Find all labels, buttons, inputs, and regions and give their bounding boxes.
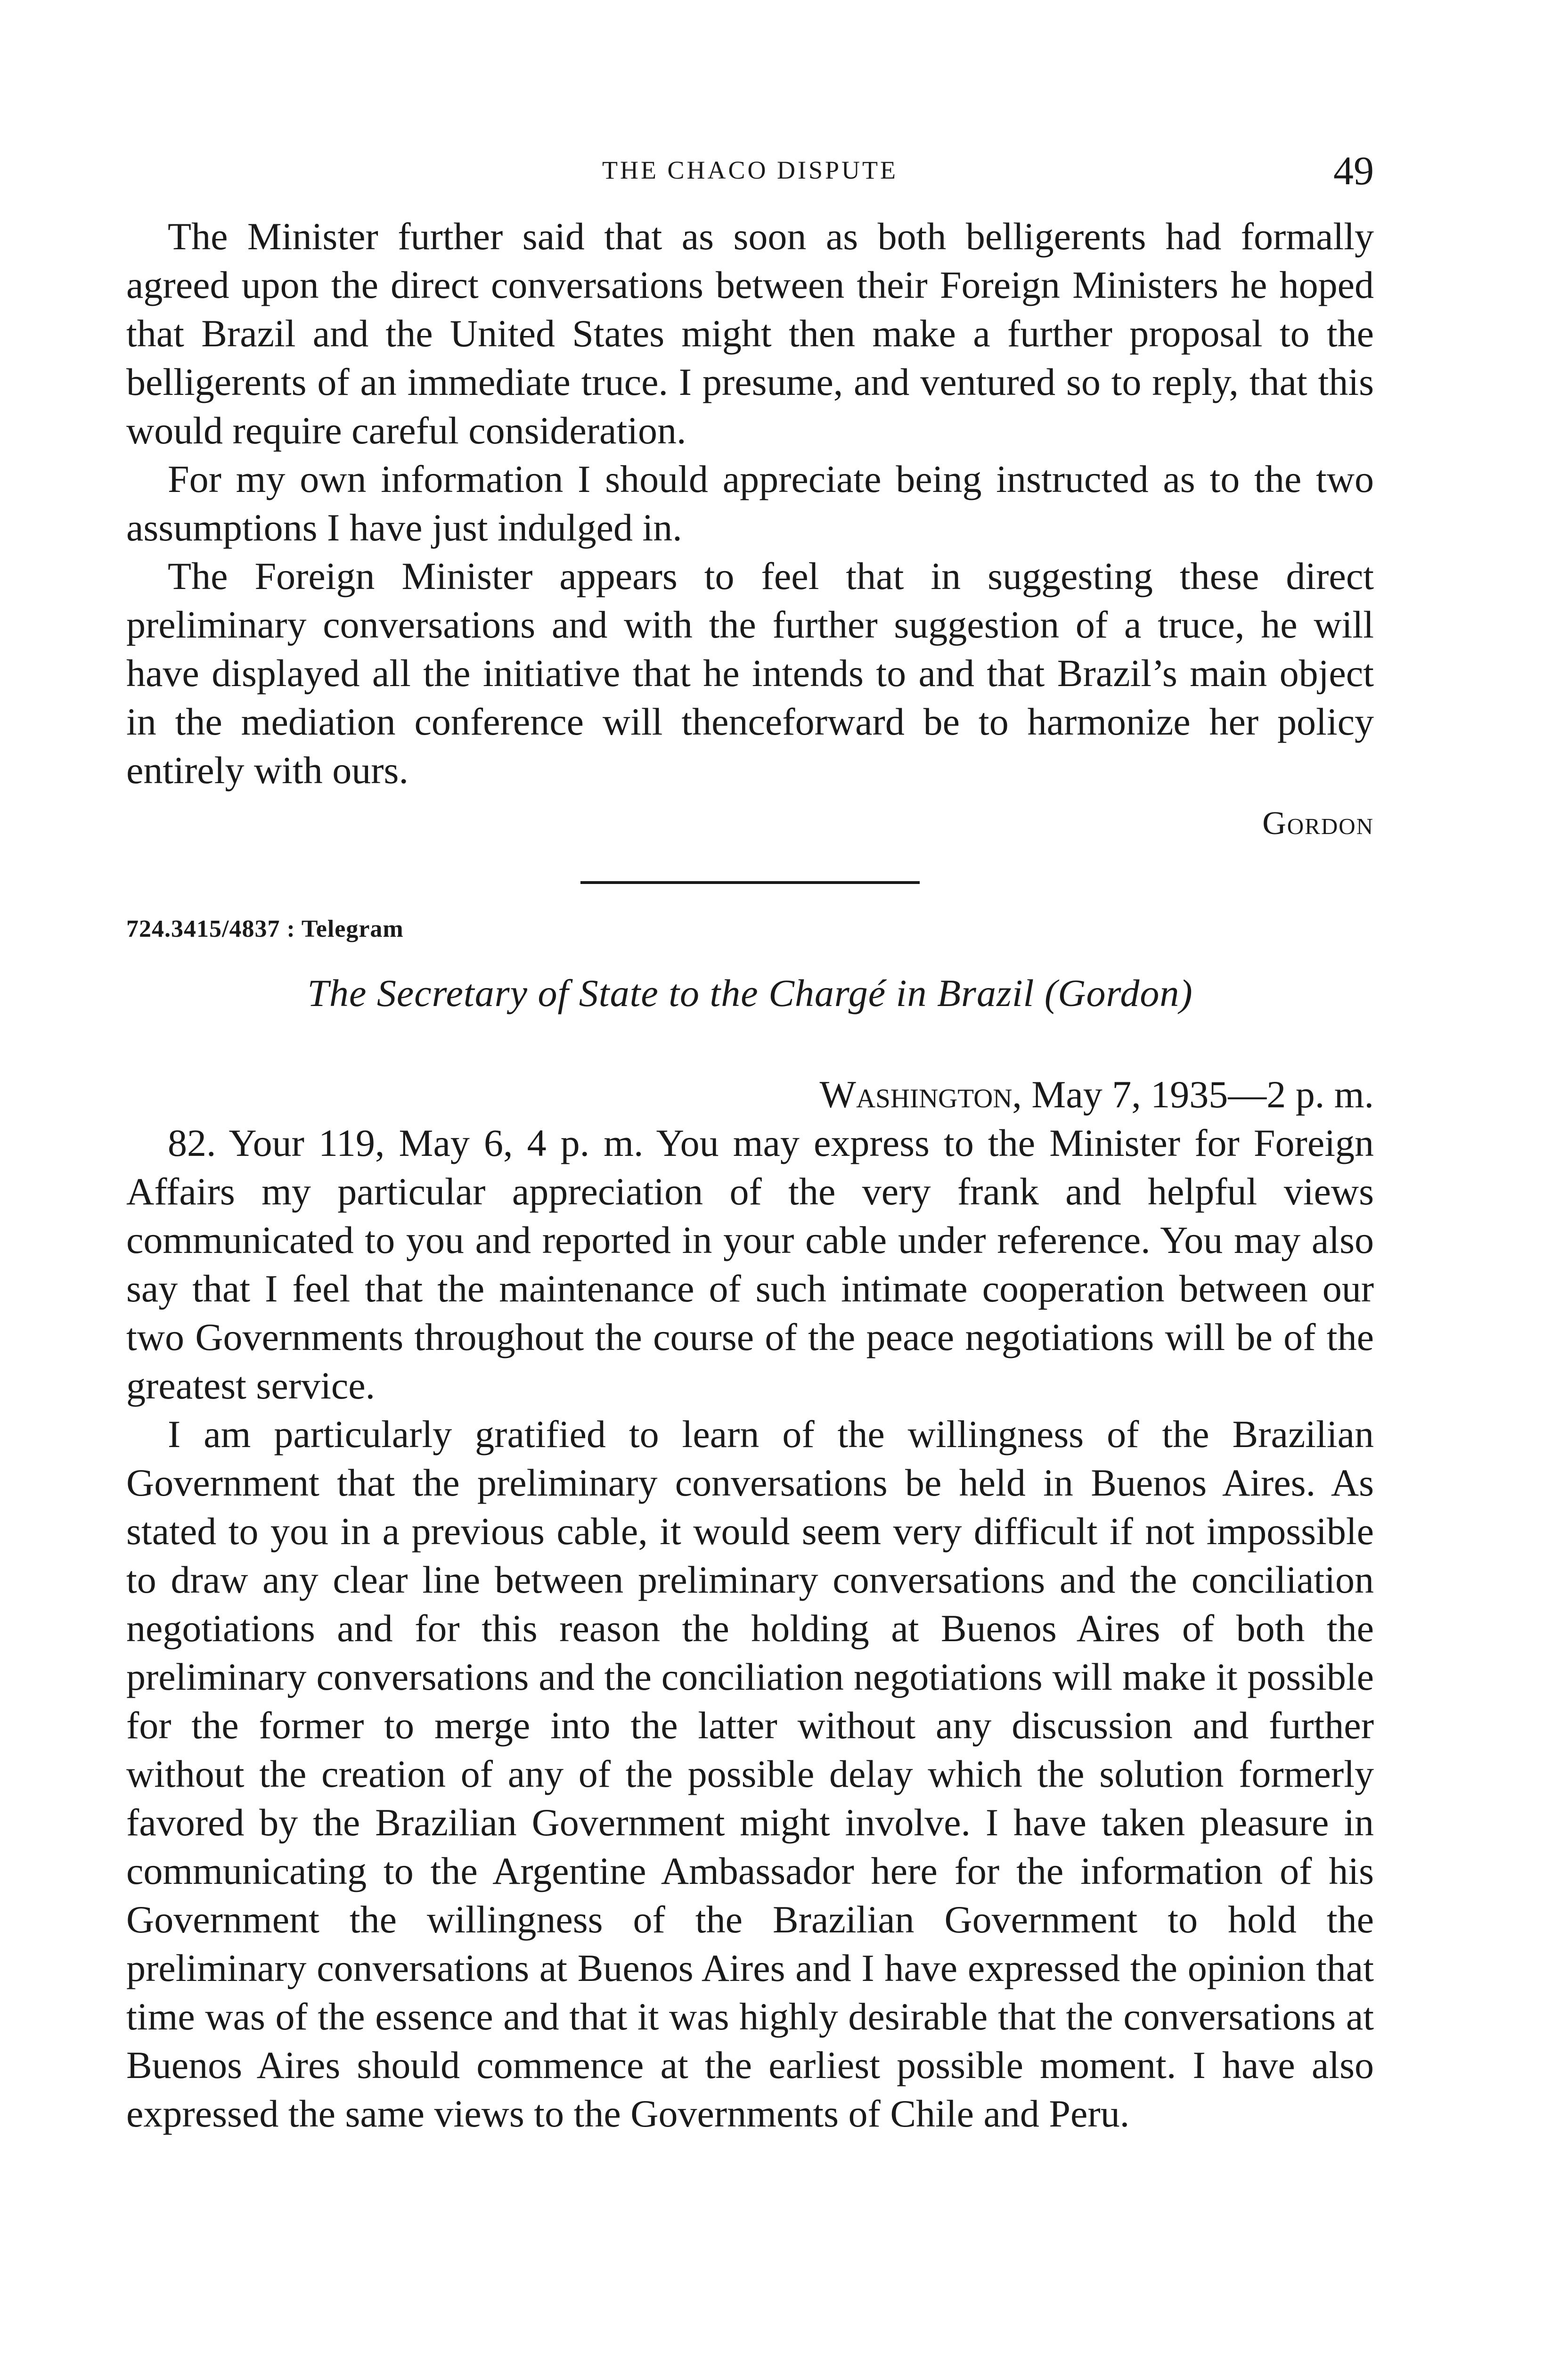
- running-title: THE CHACO DISPUTE: [602, 156, 898, 184]
- paragraph: 82. Your 119, May 6, 4 p. m. You may express to the Minister for Foreign Affairs my particular appreciation of the very frank and helpful views communicated to you and reported in your cable under reference. You may also say that I feel that the maintenance of such intimate cooperation between our two Governments throughout the course of the peace negotiations will be of the greatest service.: [126, 1121, 1374, 1407]
- dateline-place: Washington,: [819, 1073, 1022, 1116]
- dateline: [126, 1070, 1374, 1119]
- signature: Gordon: [1262, 805, 1374, 842]
- file-reference: 724.3415/4837 : Telegram: [126, 916, 404, 942]
- document-page: [126, 141, 1374, 2138]
- dateline-date: May 7, 1935—2 p. m.: [1031, 1073, 1374, 1116]
- paragraph: The Minister further said that as soon as both belligerents had formally agreed upon the direct conversations between their Foreign Ministers he hoped that Brazil and the United States might then make a further proposal to the belligerents of an immediate truce. I presume, and ventured so to reply, that this would require careful consideration.: [126, 215, 1374, 452]
- page-number: 49: [1333, 148, 1374, 193]
- section-divider: [580, 881, 920, 884]
- document-heading: The Secretary of State to the Chargé in Brazil (Gordon): [307, 972, 1193, 1014]
- paragraph: For my own information I should appreciate being instructed as to the two assumptions I have just indulged in.: [126, 458, 1374, 549]
- paragraph: I am particularly gratified to learn of the willingness of the Brazilian Government that the preliminary conversations be held in Buenos Aires. As stated to you in a previous cable, it would seem very difficult if not impossible to draw any clear line between preliminary conversations and the conciliation negotiations and for this reason the holding at Buenos Aires of both the preliminary conversations and the conciliation negotiations will make it possible for the former to merge into the latter without any discussion and further without the creation of any of the possible delay which the solution formerly favored by the Brazilian Government might involve. I have taken pleasure in communicating to the Argentine Ambassador here for the information of his Government the willingness of the Brazilian Government to hold the preliminary conversations at Buenos Aires and I have expressed the opinion that time was of the essence and that it was highly desirable that the conversations at Buenos Aires should commence at the earliest possible moment. I have also expressed the same views to the Governments of Chile and Peru.: [126, 1413, 1374, 2135]
- paragraph: The Foreign Minister appears to feel that in suggesting these direct preliminary conversations and with the further suggestion of a truce, he will have displayed all the initiative that he intends to and that Brazil’s main object in the mediation conference will thenceforward be to harmonize her policy entirely with ours.: [126, 555, 1374, 792]
- running-head: [126, 141, 1374, 193]
